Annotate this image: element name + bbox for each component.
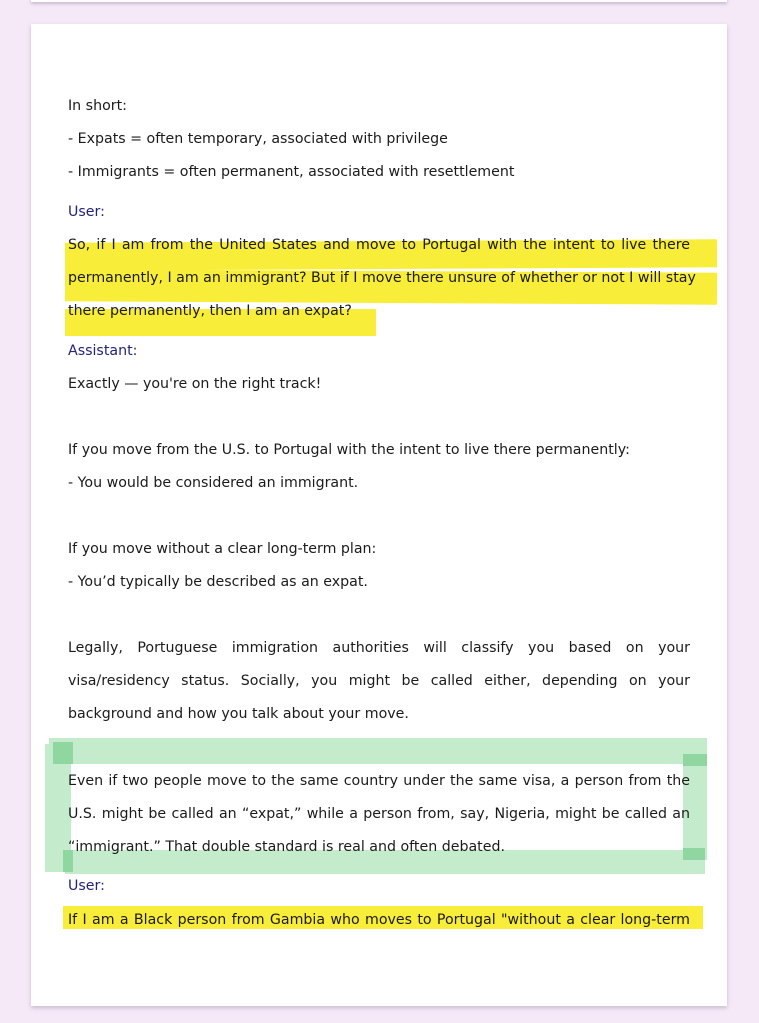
text-line: If you move from the U.S. to Portugal with the intent to live there permanently: bbox=[68, 442, 630, 458]
green-highlighted-text-line: U.S. might be called an “expat,” while a person from, say, Nigeria, might be called an bbox=[68, 806, 690, 822]
text-line: - You’d typically be described as an expat. bbox=[68, 574, 368, 590]
text-line: - Expats = often temporary, associated with privilege bbox=[68, 131, 448, 147]
highlighted-text-line: there permanently, then I am an expat? bbox=[68, 303, 352, 319]
green-highlighted-text-line: Even if two people move to the same country under the same visa, a person from the bbox=[68, 773, 690, 789]
text-line: visa/residency status. Socially, you might be called either, depending on your bbox=[68, 673, 690, 689]
green-highlight-overlap bbox=[683, 754, 707, 766]
speaker-label-user: User: bbox=[68, 204, 105, 220]
text-line: background and how you talk about your move. bbox=[68, 706, 409, 722]
highlighted-text-line: So, if I am from the United States and move to Portugal with the intent to live there bbox=[68, 237, 690, 253]
speaker-label-assistant: Assistant: bbox=[68, 343, 138, 359]
text-line: If you move without a clear long-term plan: bbox=[68, 541, 377, 557]
previous-page-edge bbox=[31, 0, 727, 2]
text-line: - Immigrants = often permanent, associated with resettlement bbox=[68, 164, 515, 180]
text-line: Legally, Portuguese immigration authorities will classify you based on your bbox=[68, 640, 690, 656]
highlighted-text-line: If I am a Black person from Gambia who moves to Portugal "without a clear long-term bbox=[68, 912, 690, 928]
text-line: Exactly — you're on the right track! bbox=[68, 376, 322, 392]
highlighted-text-line: permanently, I am an immigrant? But if I move there unsure of whether or not I will stay bbox=[68, 270, 696, 286]
green-highlight-overlap bbox=[53, 742, 73, 764]
document-page bbox=[31, 24, 727, 1006]
speaker-label-user: User: bbox=[68, 878, 105, 894]
green-highlighted-text-line: “immigrant.” That double standard is real and often debated. bbox=[68, 839, 505, 855]
text-line: - You would be considered an immigrant. bbox=[68, 475, 359, 491]
text-line: In short: bbox=[68, 98, 127, 114]
green-highlight bbox=[49, 738, 707, 764]
